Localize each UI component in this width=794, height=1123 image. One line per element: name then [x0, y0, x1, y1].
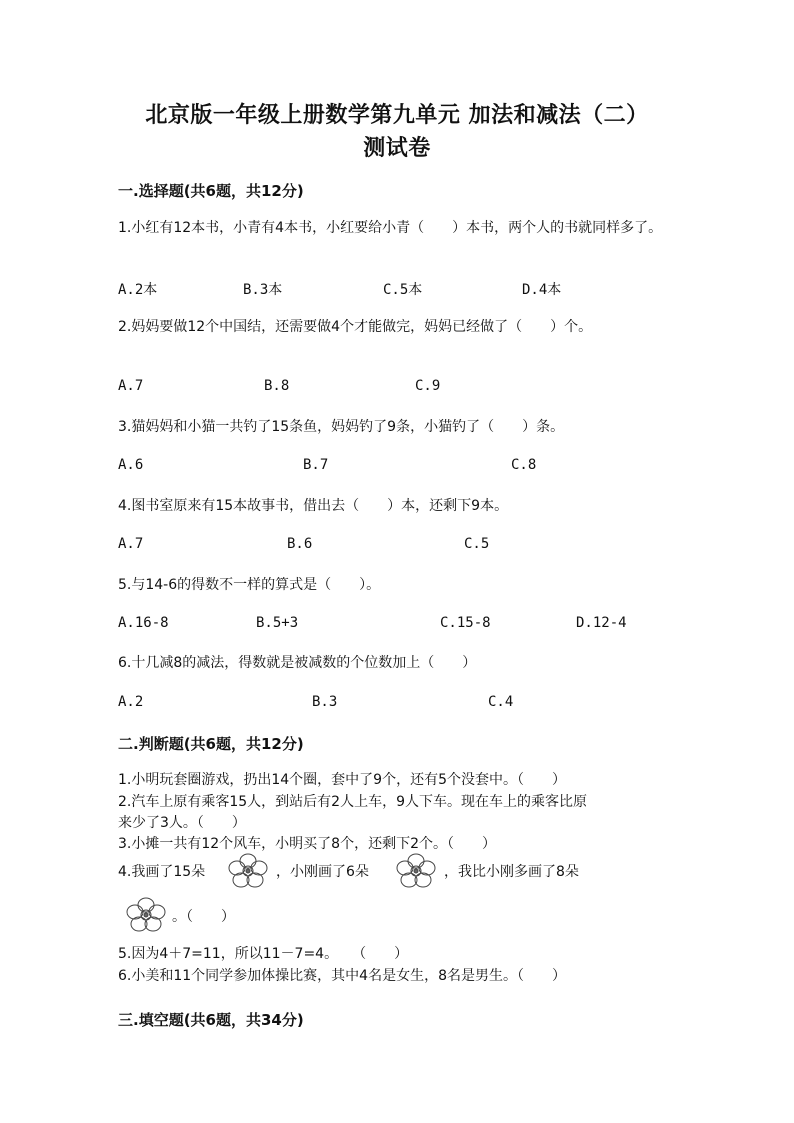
q1-option-d: D.4本	[522, 282, 562, 298]
page-subtitle: 测试卷	[363, 135, 431, 161]
judgement-1: 1.小明玩套圈游戏，扔出14个圈，套中了9个，还有5个没套中。（ ）	[118, 772, 566, 788]
judgement-6: 6.小美和11个同学参加体操比赛，其中4名是女生，8名是男生。（ ）	[118, 968, 566, 984]
q6-option-a: A.2	[118, 694, 144, 710]
q5-option-c: C.15-8	[440, 615, 491, 631]
judgement-3: 3.小摊一共有12个风车，小明买了8个，还剩下2个。（ ）	[118, 836, 496, 852]
section-heading-judgement: 二.判断题(共6题，共12分)	[118, 735, 304, 753]
q6-option-b: B.3	[312, 694, 338, 710]
q2-option-b: B.8	[264, 378, 290, 394]
q4-option-c: C.5	[464, 536, 490, 552]
judgement-4-part3: ，我比小刚多画了8朵	[444, 864, 579, 880]
q4-option-b: B.6	[287, 536, 313, 552]
question-3: 3.猫妈妈和小猫一共钓了15条鱼，妈妈钓了9条，小猫钓了（ ）条。	[118, 419, 565, 435]
q3-option-c: C.8	[511, 457, 537, 473]
q5-option-a: A.16-8	[118, 615, 169, 631]
question-2: 2.妈妈要做12个中国结，还需要做4个才能做完，妈妈已经做了（ ）个。	[118, 319, 593, 335]
q6-option-c: C.4	[488, 694, 514, 710]
flower-icon	[124, 896, 168, 934]
q3-option-b: B.7	[303, 457, 329, 473]
q3-option-a: A.6	[118, 457, 144, 473]
judgement-2-line2: 来少了3人。（ ）	[118, 815, 246, 831]
q5-option-d: D.12-4	[576, 615, 627, 631]
q2-option-c: C.9	[415, 378, 441, 394]
judgement-4-part1: 4.我画了15朵	[118, 864, 206, 880]
question-6: 6.十几减8的减法，得数就是被减数的个位数加上（ ）	[118, 655, 477, 671]
q1-option-c: C.5本	[383, 282, 423, 298]
judgement-4-part4: 。（ ）	[172, 909, 235, 925]
flower-icon	[394, 852, 438, 890]
q1-option-b: B.3本	[243, 282, 283, 298]
q1-option-a: A.2本	[118, 282, 158, 298]
page-title: 北京版一年级上册数学第九单元 加法和减法（二）	[145, 102, 649, 128]
judgement-2-line1: 2.汽车上原有乘客15人，到站后有2人上车，9人下车。现在车上的乘客比原	[118, 794, 587, 810]
q4-option-a: A.7	[118, 536, 144, 552]
section-heading-fill-in: 三.填空题(共6题，共34分)	[118, 1011, 304, 1029]
section-heading-choice: 一.选择题(共6题，共12分)	[118, 182, 304, 200]
q2-option-a: A.7	[118, 378, 144, 394]
judgement-5: 5.因为4＋7=11，所以11－7=4。 （ ）	[118, 946, 409, 962]
q5-option-b: B.5+3	[256, 615, 299, 631]
question-1: 1.小红有12本书，小青有4本书，小红要给小青（ ）本书，两个人的书就同样多了。	[118, 220, 663, 236]
judgement-4-part2: ，小刚画了6朵	[276, 864, 369, 880]
question-5: 5.与14-6的得数不一样的算式是（ ）。	[118, 577, 381, 593]
flower-icon	[226, 852, 270, 890]
question-4: 4.图书室原来有15本故事书，借出去（ ）本，还剩下9本。	[118, 498, 509, 514]
